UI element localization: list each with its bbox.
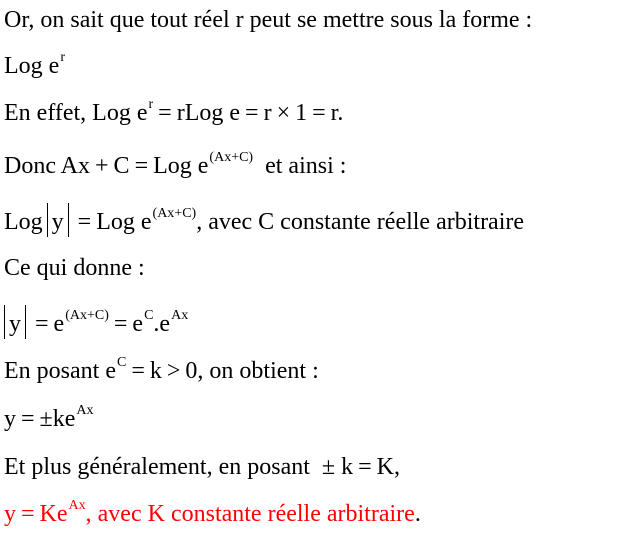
line7-e2: e [132, 311, 144, 337]
equals-sign: = [312, 100, 326, 126]
conclusion-Ke: Ke [39, 501, 68, 527]
plus-minus-sign: ± [321, 454, 336, 480]
line9-exponent: Ax [76, 403, 94, 418]
text-line-6 [4, 254, 145, 282]
equals-sign: = [358, 454, 372, 480]
line4-c: C [113, 153, 130, 179]
plus-minus-sign: ± [39, 406, 53, 432]
line10-k: k [341, 454, 354, 480]
text-line-1 [4, 6, 532, 34]
greater-than-sign: > [166, 358, 181, 384]
line3-intro: En effet, Log e [4, 100, 148, 126]
equals-sign: = [21, 501, 35, 527]
formula-line-log-e-r [4, 52, 65, 84]
line3-end: r. [330, 100, 344, 126]
line4-left: Donc Ax [4, 153, 90, 179]
conclusion-line [4, 500, 421, 532]
line7-y: y [9, 311, 21, 337]
conclusion-tail: , avec K constante réelle arbitraire [85, 501, 415, 527]
equals-sign: = [245, 100, 259, 126]
line7-e1: e [53, 311, 65, 337]
line5-log1: Log [4, 209, 43, 235]
line3-one: 1 [295, 100, 308, 126]
line3-r: r [263, 100, 272, 126]
line7-exponent-2: C [144, 308, 154, 323]
line4-tail: et ainsi : [265, 153, 347, 179]
sentence-intro: Or, on sait que tout réel r peut se mettre sous la forme : [4, 7, 533, 33]
abs-bar-left [47, 203, 48, 237]
abs-bar-right [68, 203, 69, 237]
line5-tail: , avec C constante réelle arbitraire [196, 209, 525, 235]
text-line-8 [4, 357, 319, 389]
line8-k: k [149, 358, 162, 384]
text-line-7 [4, 305, 188, 342]
line8-zero: 0, on obtient : [185, 358, 319, 384]
equals-sign: = [21, 406, 35, 432]
line5-log2: Log e [96, 209, 152, 235]
abs-bar-left [4, 305, 5, 339]
line5-y: y [51, 209, 64, 235]
equals-sign: = [113, 311, 128, 337]
equals-sign: = [134, 153, 149, 179]
line6-text: Ce qui donne : [4, 255, 145, 281]
line10-K: K, [376, 454, 400, 480]
text-line-10 [4, 453, 400, 481]
line4-exponent: (Ax+C) [209, 150, 254, 165]
line7-exponent-3: Ax [171, 308, 189, 323]
equals-sign: = [158, 100, 172, 126]
text-line-9 [4, 405, 94, 437]
conclusion-exponent: Ax [68, 498, 86, 513]
line4-log: Log e [153, 153, 209, 179]
times-sign: × [276, 100, 291, 126]
line9-y: y [4, 406, 16, 432]
abs-bar-right [25, 305, 26, 339]
conclusion-y: y [4, 501, 16, 527]
text-line-3 [4, 99, 343, 131]
line10-intro: Et plus généralement, en posant [4, 454, 310, 480]
plus-sign: + [95, 153, 109, 179]
text-line-4 [4, 152, 346, 184]
line3-mid: rLog e [176, 100, 241, 126]
formula-base: Log e [4, 53, 60, 79]
line5-exponent: (Ax+C) [152, 206, 197, 221]
conclusion-period: . [414, 501, 421, 527]
equals-sign: = [35, 311, 49, 337]
equals-sign: = [131, 358, 145, 384]
formula-exponent: r [60, 50, 65, 65]
text-line-5 [4, 203, 524, 240]
line8-intro: En posant e [4, 358, 116, 384]
line7-exponent-1: (Ax+C) [65, 308, 109, 323]
line9-ke: ke [52, 406, 76, 432]
equals-sign: = [77, 209, 92, 235]
line7-dot: .e [153, 311, 171, 337]
line3-exponent: r [148, 97, 154, 112]
line8-exponent: C [116, 355, 127, 370]
